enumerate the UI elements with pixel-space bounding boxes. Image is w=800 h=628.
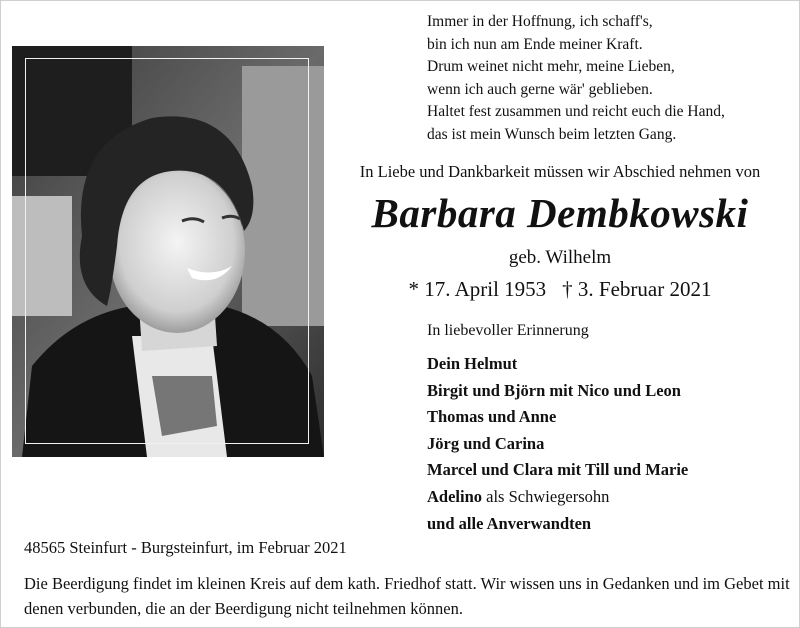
mourner-line — [427, 484, 688, 511]
birth-name: geb. Wilhelm — [508, 247, 612, 268]
mourner-line: Dein Helmut — [427, 354, 518, 373]
memory-line: In liebevoller Erinnerung — [427, 322, 589, 339]
poem-line: das ist mein Wunsch beim letzten Gang. — [427, 125, 677, 143]
mourner-line: Marcel und Clara mit Till und Marie — [427, 460, 689, 480]
place-date: 48565 Steinfurt - Burgsteinfurt, im Februar 2021 — [24, 538, 347, 557]
mourner-line: Thomas und Anne — [427, 407, 557, 427]
death-date: † 3. Februar 2021 — [562, 277, 712, 301]
poem-line: Haltet fest zusammen und reicht euch die Hand, — [427, 103, 725, 120]
mourner-line: Birgit und Björn mit Nico und Leon — [427, 380, 681, 400]
mourners-list — [427, 351, 688, 537]
funeral-notice: Die Beerdigung findet im kleinen Kreis auf dem kath. Friedhof statt. Wir wissen uns in Gedanken und im Gebet mit denen verbunden, die an der Beerdigung nicht teilnehmen können. — [24, 574, 790, 618]
poem-line: Immer in der Hoffnung, ich schaff's, — [427, 13, 653, 30]
poem-line: Drum weinet nicht mehr, meine Lieben, — [427, 58, 675, 75]
mourner-name: Adelino — [427, 486, 483, 506]
farewell-intro: In Liebe und Dankbarkeit müssen wir Abschied nehmen von — [359, 162, 761, 181]
mourner-relation: als Schwiegersohn — [482, 486, 610, 506]
portrait-photo — [12, 46, 324, 457]
poem — [427, 11, 787, 146]
poem-line: bin ich nun am Ende meiner Kraft. — [427, 35, 643, 53]
portrait-image — [12, 46, 324, 457]
birth-date: * 17. April 1953 — [408, 277, 547, 301]
deceased-name: Barbara Dembkowski — [371, 190, 749, 236]
mourner-line: und alle Anverwandten — [427, 513, 592, 533]
poem-line: wenn ich auch gerne wär' geblieben. — [427, 80, 653, 98]
life-dates — [337, 277, 783, 302]
mourner-line: Jörg und Carina — [427, 433, 545, 453]
